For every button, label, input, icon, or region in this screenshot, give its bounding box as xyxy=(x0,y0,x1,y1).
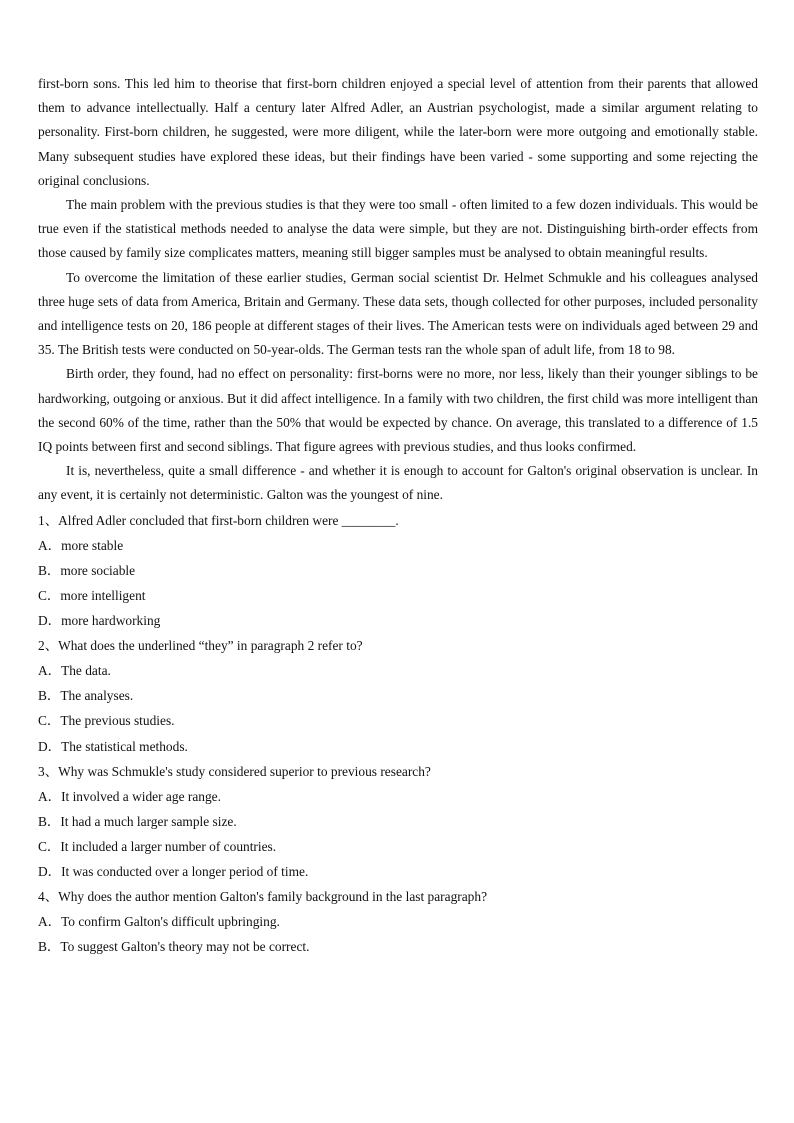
option-letter: B． xyxy=(38,939,61,955)
option-text: To suggest Galton's theory may not be correct. xyxy=(60,939,310,955)
option-letter: A． xyxy=(38,788,62,804)
option-letter: B． xyxy=(38,813,61,829)
option-d[interactable] xyxy=(38,734,758,759)
question-3 xyxy=(38,759,758,884)
passage-paragraph-2: The main problem with the previous studies is that they were too small - often limited to a few dozen individuals. This would be true even if the statistical methods needed to analyse the data were simple, but they are not. Distinguishing birth-order effects from those caused by family size complicates matters, meaning still bigger samples must be analysed to obtain meaningful results. xyxy=(38,197,758,261)
option-text: more stable xyxy=(61,537,124,553)
option-text: The previous studies. xyxy=(60,713,175,729)
option-a[interactable] xyxy=(38,533,758,558)
option-c[interactable] xyxy=(38,708,758,733)
option-a[interactable] xyxy=(38,784,758,809)
passage-paragraph-5: It is, nevertheless, quite a small difference - and whether it is enough to account for Galton's original observation is unclear. In any event, it is certainly not deterministic. Galton was the youngest of nine. xyxy=(38,463,758,503)
reading-passage xyxy=(38,72,758,508)
option-letter: B． xyxy=(38,688,61,704)
option-b[interactable] xyxy=(38,683,758,708)
option-letter: C． xyxy=(38,713,61,729)
question-stem: 3、Why was Schmukle's study considered superior to previous research? xyxy=(38,763,431,779)
option-text: It included a larger number of countries. xyxy=(60,838,277,854)
option-b[interactable] xyxy=(38,809,758,834)
option-d[interactable] xyxy=(38,608,758,633)
option-text: The analyses. xyxy=(60,688,134,704)
option-letter: A． xyxy=(38,537,62,553)
option-letter: D． xyxy=(38,613,62,629)
question-4 xyxy=(38,884,758,959)
option-c[interactable] xyxy=(38,583,758,608)
option-letter: D． xyxy=(38,863,62,879)
option-letter: D． xyxy=(38,738,62,754)
option-letter: B． xyxy=(38,562,61,578)
exam-page xyxy=(38,72,758,959)
option-text: The data. xyxy=(61,663,111,679)
passage-paragraph-1: first-born sons. This led him to theorise that first-born children enjoyed a special level of attention from their parents that allowed them to advance intellectually. Half a century later Alfred Adler, an Austrian psychologist, made a similar argument relating to personality. First-born children, he suggested, were more diligent, while the later-born were more outgoing and emotionally stable. Many subsequent studies have explored these ideas, but their findings have been varied - some supporting and some rejecting the original conclusions. xyxy=(38,76,758,188)
question-list xyxy=(38,508,758,960)
question-2 xyxy=(38,633,758,758)
passage-paragraph-3: To overcome the limitation of these earlier studies, German social scientist Dr. Helmet Schmukle and his colleagues analysed three huge sets of data from America, Britain and Germany. These data sets, though collected for other purposes, included personality and intelligence tests on 20, 186 people at different stages of their lives. The American tests were on individuals aged between 29 and 35. The British tests were conducted on 50-year-olds. The German tests ran the whole span of adult life, from 18 to 98. xyxy=(38,269,758,358)
option-a[interactable] xyxy=(38,658,758,683)
passage-paragraph-4: Birth order, they found, had no effect on personality: first-borns were no more, nor less, likely than their younger siblings to be hardworking, outgoing or anxious. But it did affect intelligence. In a family with two children, the first child was more intelligent than the second 60% of the time, rather than the 50% that would be expected by chance. On average, this translated to a difference of 1.5 IQ points between first and second siblings. That figure agrees with previous studies, and thus looks confirmed. xyxy=(38,366,758,455)
option-text: more intelligent xyxy=(60,587,146,603)
option-letter: A． xyxy=(38,663,62,679)
option-d[interactable] xyxy=(38,859,758,884)
question-stem: 4、Why does the author mention Galton's family background in the last paragraph? xyxy=(38,889,488,905)
option-text: more sociable xyxy=(60,562,136,578)
option-b[interactable] xyxy=(38,934,758,959)
question-1 xyxy=(38,508,758,633)
question-stem: 2、What does the underlined “they” in paragraph 2 refer to? xyxy=(38,638,363,654)
option-letter: C． xyxy=(38,587,61,603)
option-text: more hardworking xyxy=(61,613,161,629)
option-letter: C． xyxy=(38,838,61,854)
option-text: It had a much larger sample size. xyxy=(60,813,237,829)
option-text: To confirm Galton's difficult upbringing. xyxy=(61,914,280,930)
option-letter: A． xyxy=(38,914,62,930)
question-stem: 1、Alfred Adler concluded that first-born children were ________. xyxy=(38,512,399,528)
option-a[interactable] xyxy=(38,909,758,934)
option-text: The statistical methods. xyxy=(61,738,188,754)
option-text: It involved a wider age range. xyxy=(61,788,221,804)
option-b[interactable] xyxy=(38,558,758,583)
option-c[interactable] xyxy=(38,834,758,859)
option-text: It was conducted over a longer period of time. xyxy=(61,863,309,879)
